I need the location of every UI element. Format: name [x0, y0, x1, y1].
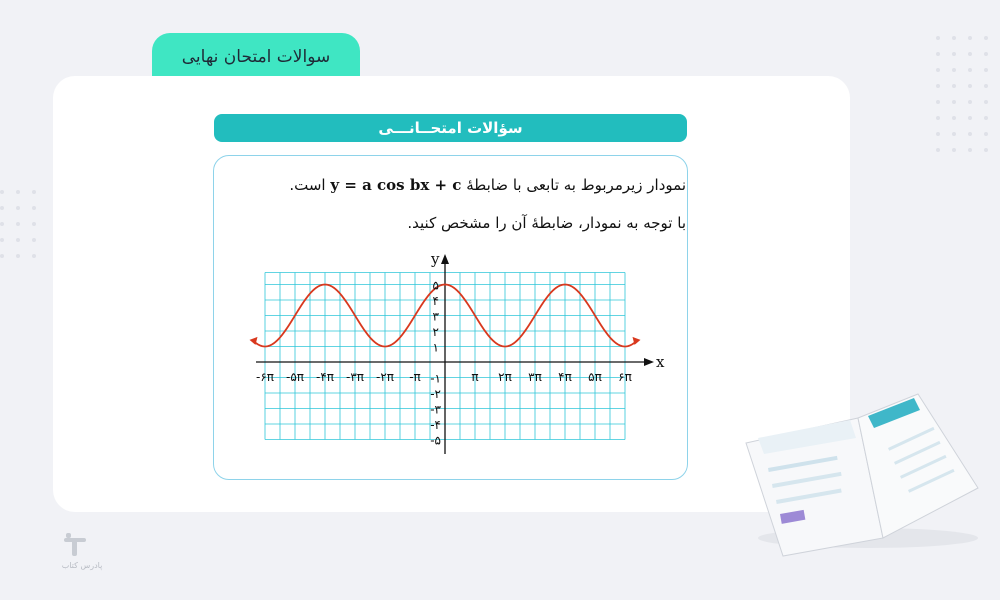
- decor-dot: [984, 52, 988, 56]
- cosine-graph: [240, 250, 670, 460]
- x-tick-label: -۴π: [316, 370, 334, 384]
- decor-dot: [32, 238, 36, 242]
- decor-dot: [16, 206, 20, 210]
- decor-dot: [0, 238, 4, 242]
- y-tick-label: ۵: [432, 278, 439, 293]
- x-axis-arrow: [644, 358, 654, 366]
- question-line-1-end: است.: [289, 176, 326, 194]
- decor-dot: [968, 116, 972, 120]
- decor-dot: [16, 254, 20, 258]
- question-line-1-text: نمودار زیرمربوط به تابعی با ضابطهٔ: [466, 176, 686, 194]
- decor-dot: [952, 100, 956, 104]
- question-line-2: [407, 214, 686, 232]
- decor-dot: [984, 116, 988, 120]
- x-tick-label: -۵π: [286, 370, 304, 384]
- decor-dot: [32, 222, 36, 226]
- y-tick-label: -۵: [430, 433, 441, 448]
- x-tick-label: ۴π: [558, 370, 572, 384]
- x-tick-label: ۲π: [498, 370, 512, 384]
- decor-dot: [952, 148, 956, 152]
- decor-dot: [936, 100, 940, 104]
- decor-dot: [984, 68, 988, 72]
- x-tick-label: ۳π: [528, 370, 542, 384]
- y-axis-label: y: [431, 250, 440, 268]
- brand-logo-icon: [60, 530, 90, 560]
- y-tick-label: ۱: [432, 340, 439, 355]
- decor-dot: [984, 100, 988, 104]
- decor-dot: [936, 68, 940, 72]
- decor-dot: [968, 100, 972, 104]
- open-book-illustration: [738, 388, 983, 558]
- question-line-2-text: با توجه به نمودار، ضابطهٔ آن را مشخص کنید.: [407, 214, 686, 232]
- x-axis-label: x: [656, 353, 665, 371]
- x-tick-label: -۲π: [376, 370, 394, 384]
- decor-dot: [16, 222, 20, 226]
- decor-dot: [936, 84, 940, 88]
- brand-logo-text: پادرس کتاب: [61, 561, 103, 570]
- decor-dot: [0, 206, 4, 210]
- decor-dot: [936, 116, 940, 120]
- decor-dot: [968, 148, 972, 152]
- decor-dot: [952, 116, 956, 120]
- decor-dot: [952, 36, 956, 40]
- exam-questions-tab-label: سوالات امتحان نهایی: [181, 47, 331, 67]
- decor-dot: [936, 148, 940, 152]
- decor-dot: [968, 68, 972, 72]
- y-axis-arrow: [441, 254, 449, 264]
- x-tick-label: -π: [409, 370, 421, 384]
- x-tick-label: ۶π: [618, 370, 632, 384]
- decor-dot: [936, 36, 940, 40]
- decor-dot: [16, 190, 20, 194]
- decor-dot: [952, 68, 956, 72]
- decor-dot: [984, 36, 988, 40]
- y-tick-label: ۲: [432, 325, 439, 339]
- decor-dot: [984, 132, 988, 136]
- decor-dot: [0, 222, 4, 226]
- question-formula: y = a cos bx + c: [330, 176, 462, 194]
- y-tick-label: -۱: [430, 371, 441, 386]
- section-header: [214, 114, 687, 142]
- y-tick-label: ۳: [432, 309, 439, 324]
- decor-dot: [32, 206, 36, 210]
- x-tick-label: -۳π: [346, 370, 364, 384]
- decor-dot: [984, 84, 988, 88]
- decor-dot: [984, 148, 988, 152]
- x-tick-label: -۶π: [256, 370, 274, 384]
- y-tick-label: -۴: [430, 418, 441, 432]
- decor-dot: [968, 36, 972, 40]
- x-tick-label: ۵π: [588, 370, 602, 384]
- decor-dot: [968, 52, 972, 56]
- y-tick-label: -۲: [430, 387, 441, 401]
- decor-dot: [0, 254, 4, 258]
- decor-dot: [936, 132, 940, 136]
- decor-dot: [16, 238, 20, 242]
- decor-dot: [968, 132, 972, 136]
- question-line-1: [289, 176, 686, 194]
- decor-dot: [968, 84, 972, 88]
- section-header-label: سؤالات امتحــانـــی: [378, 119, 523, 137]
- decor-dot: [0, 190, 4, 194]
- decor-dots-left: [0, 190, 48, 270]
- decor-dot: [952, 52, 956, 56]
- decor-dot: [936, 52, 940, 56]
- y-tick-label: -۳: [430, 402, 441, 417]
- x-tick-label: π: [471, 370, 479, 384]
- exam-questions-tab[interactable]: [152, 33, 360, 81]
- decor-dots-right: [936, 36, 996, 166]
- decor-dot: [952, 132, 956, 136]
- decor-dot: [952, 84, 956, 88]
- decor-dot: [32, 254, 36, 258]
- y-tick-label: ۴: [432, 294, 439, 308]
- decor-dot: [32, 190, 36, 194]
